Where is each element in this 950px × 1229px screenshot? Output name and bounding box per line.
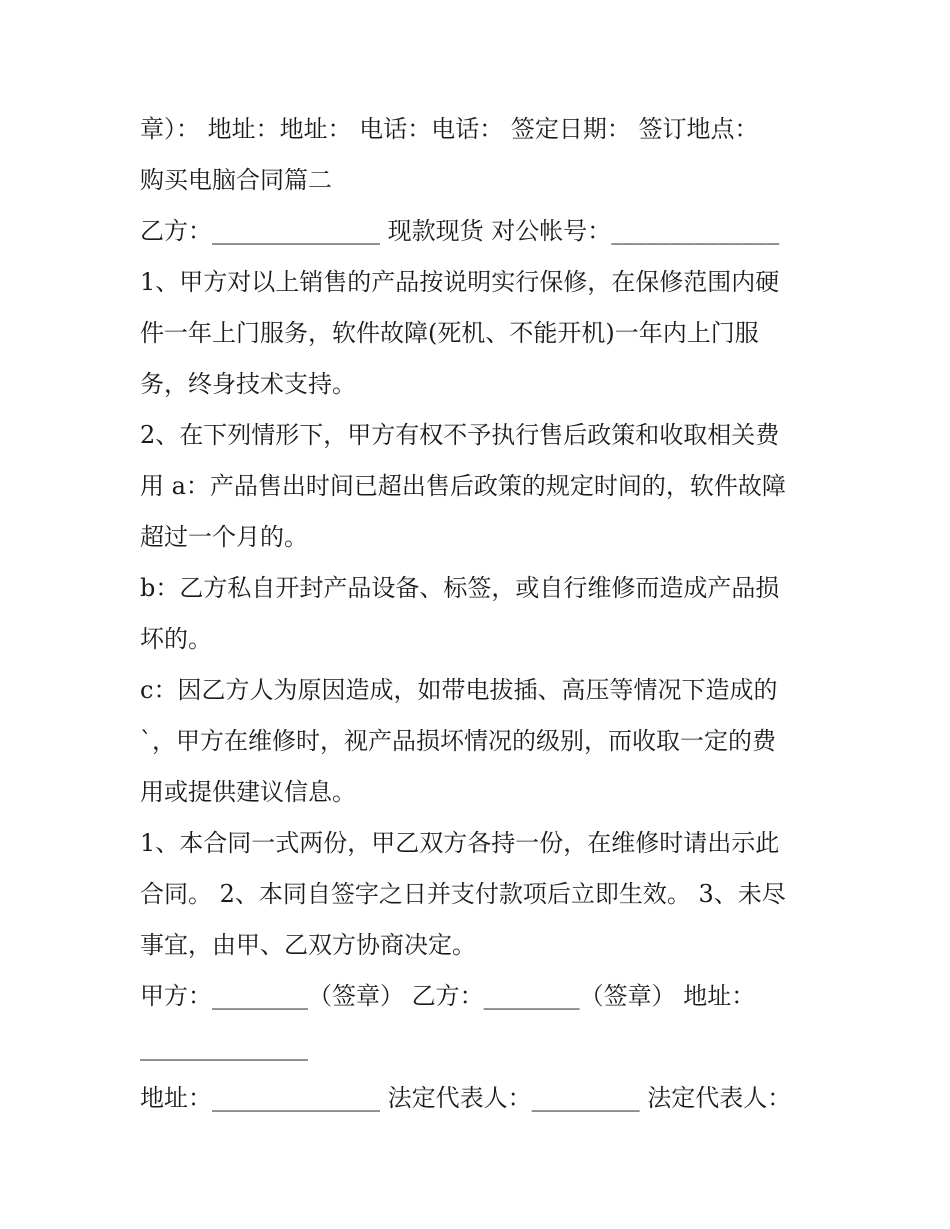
text-line-content: 乙方：______________ 现款现货 对公帐号：______________ [140, 217, 780, 245]
text-line-content: b：乙方私自开封产品设备、标签，或自行维修而造成产品损 [140, 574, 780, 602]
document-body [140, 104, 820, 1124]
text-line-content: 2、在下列情形下，甲方有权不予执行售后政策和收取相关费 [140, 421, 780, 449]
text-line-content: 1、本合同一式两份，甲乙双方各持一份，在维修时请出示此 [140, 829, 780, 857]
text-line [140, 257, 820, 308]
section-title [140, 155, 820, 206]
text-line [140, 920, 820, 971]
text-line-content: 用 a：产品售出时间已超出售后政策的规定时间的，软件故障 [140, 472, 786, 500]
text-line [140, 818, 820, 869]
text-line [140, 614, 820, 665]
text-line [140, 206, 820, 257]
text-line-content: 超过一个月的。 [140, 523, 308, 551]
text-line [140, 410, 820, 461]
text-line-content: 1、甲方对以上销售的产品按说明实行保修，在保修范围内硬 [140, 268, 780, 296]
text-line [140, 512, 820, 563]
text-line-content: 合同。 2、本同自签字之日并支付款项后立即生效。 3、未尽 [140, 880, 786, 908]
text-line [140, 869, 820, 920]
signature-line [140, 971, 820, 1022]
text-line [140, 104, 820, 155]
text-line-content: `，甲方在维修时，视产品损坏情况的级别，而收取一定的费 [140, 727, 776, 755]
text-line [140, 359, 820, 410]
text-line-content: 甲方：________（签章） 乙方：________（签章） 地址： [140, 982, 756, 1010]
text-line [140, 716, 820, 767]
text-line [140, 461, 820, 512]
text-line-content: 章）： 地址：地址： 电话：电话： 签定日期： 签订地点： [140, 115, 759, 143]
text-line-content: 购买电脑合同篇二 [140, 166, 332, 194]
text-line-content: 地址：______________ 法定代表人：_________ 法定代表人： [140, 1084, 792, 1112]
text-line-content: 件一年上门服务，软件故障(死机、不能开机)一年内上门服 [140, 319, 759, 347]
signature-blank [140, 1022, 820, 1073]
text-line-content: 用或提供建议信息。 [140, 778, 356, 806]
text-line [140, 308, 820, 359]
text-line [140, 665, 820, 716]
text-line-content: 坏的。 [140, 625, 212, 653]
text-line [140, 767, 820, 818]
text-line [140, 563, 820, 614]
text-line-content: 事宜，由甲、乙双方协商决定。 [140, 931, 476, 959]
text-line-content: c：因乙方人为原因造成，如带电拔插、高压等情况下造成的 [140, 676, 778, 704]
text-line-content: ______________ [140, 1033, 308, 1061]
text-line-content: 务，终身技术支持。 [140, 370, 356, 398]
signature-line [140, 1073, 820, 1124]
